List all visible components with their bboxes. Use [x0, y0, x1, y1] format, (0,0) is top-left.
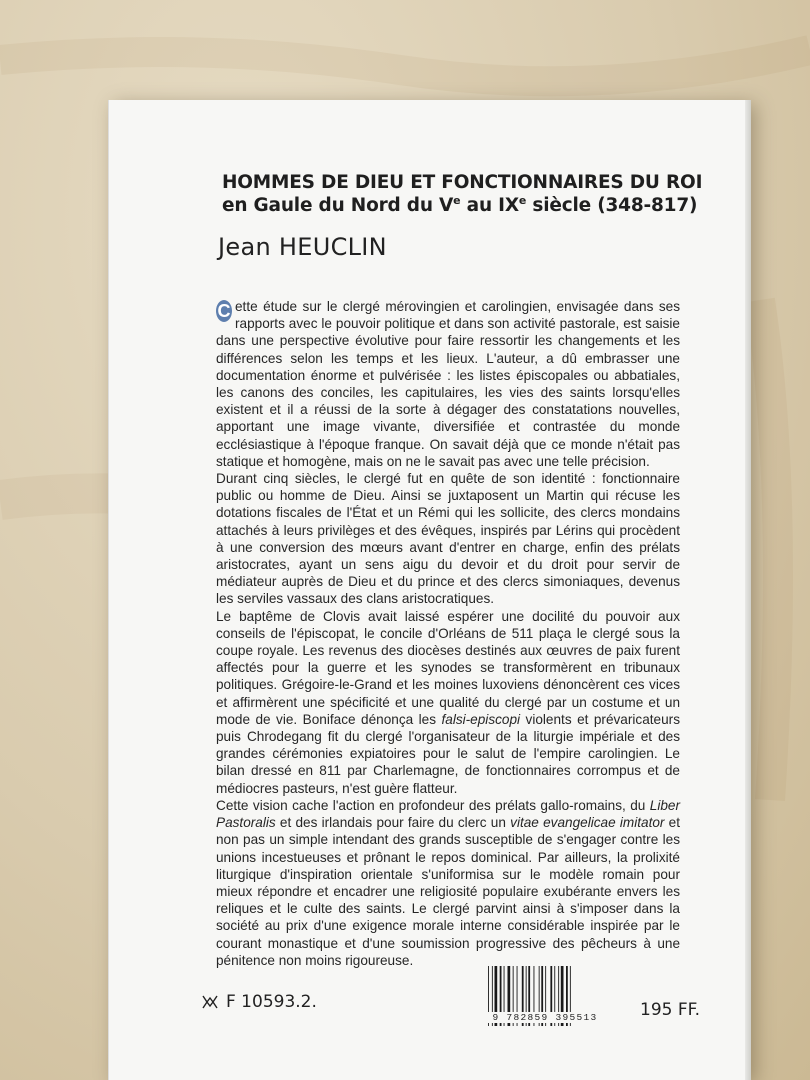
isbn-digits: 9 782859 395513: [486, 1012, 604, 1023]
book-subtitle: en Gaule du Nord du Ve au IXe siècle (348-817): [222, 193, 698, 216]
blurb-paragraph-3: Le baptême de Clovis avait laissé espérer une docilité du pouvoir aux conseils de l'épiscopat, le concile d'Orléans de 511 plaça le clergé sous la coupe royale. Les revenus des diocèses destinés aux œuvres de paix furent affectés pour la guerre et les synodes se transformèrent en tribunaux politiques. Grégoire-le-Grand et les moines luxoviens dénoncèrent ces vices et affirmèrent une spécificité et une qualité du clergé par un costume et un mode de vie. Boniface dénonça les falsi-episcopi violents et prévaricateurs puis Chrodegang fit du clergé l'organisateur de la liturgie impériale et des grandes cérémonies expiatoires pour le salut de l'empire carolingien. Le bilan dressé en 811 par Charlemagne, de fonctionnaires corrompus et de médiocres pasteurs, n'est guère flatteur.: [216, 608, 680, 796]
title-years: (348-817): [597, 195, 698, 216]
blurb-paragraph-1: C ette étude sur le clergé mérovingien et carolingien, envisagée dans ses rapports avec le pouvoir politique et dans son activité pastorale, est saisie dans une perspective évolutive pour faire ressortir les changements et les différences selon les temps et les lieux. L'auteur, a dû embrasser une documentation énorme et pulvérisée : les listes épiscopales ou abbatiales, les canons des conciles, les capitulaires, les vies des saints lorsqu'elles existent et il a réussi de la sorte à dégager des constatations nouvelles, apportant une image vivante, diversifiée et contrastée du monde ecclésiastique à l'époque franque. On savait déjà que ce monde n'était pas statique et homogène, mais on ne le savait pas avec une telle précision.: [216, 299, 680, 469]
reference-code: F 10593.2.: [226, 992, 317, 1012]
author-name: Jean HEUCLIN: [218, 233, 387, 261]
blurb-text: [216, 298, 680, 969]
blurb-paragraph-4: Cette vision cache l'action en profondeur des prélats gallo-romains, du Liber Pastoralis et des irlandais pour faire du clerc un vitae evangelicae imitator et non pas un simple intendant des grands susceptible de s'engager contre les unions incestueuses et prônant le repos dominical. Par ailleurs, la prolixité liturgique d'inspiration orientale s'uniformisa sur le modèle romain pour mieux répondre et encadrer une religiosité populaire exubérante envers les reliques et le culte des saints. Le clergé parvint ainsi à s'imposer dans la société au prix d'une exigence morale interne considérable inspirée par le courant monastique et d'une soumission progressive des pêcheurs à une pénitence non moins rigoureuse.: [216, 797, 680, 968]
book-title: HOMMES DE DIEU ET FONCTIONNAIRES DU ROI: [222, 172, 703, 193]
drop-cap: C: [217, 301, 231, 321]
price: 195 FF.: [640, 1000, 701, 1020]
blurb-paragraph-2: Durant cinq siècles, le clergé fut en quête de son identité : fonctionnaire public ou homme de Dieu. Ainsi se juxtaposent un Martin qui récuse les dotations fiscales de l'État et un Rémi qui les sollicite, des clercs mondains attachés à leurs privilèges et des évêques, inspirés par Lérins qui procèdent à une conversion des mœurs avant d'entrer en charge, enfin des prélats aristocrates, ayant un sens aigu du devoir et du droit pour servir de médiateur auprès de Dieu et du prince et des clercs simoniaques, devenus les serviles vassaux des clans aristocratiques.: [216, 471, 680, 607]
publisher-logo-icon: [201, 994, 219, 1010]
